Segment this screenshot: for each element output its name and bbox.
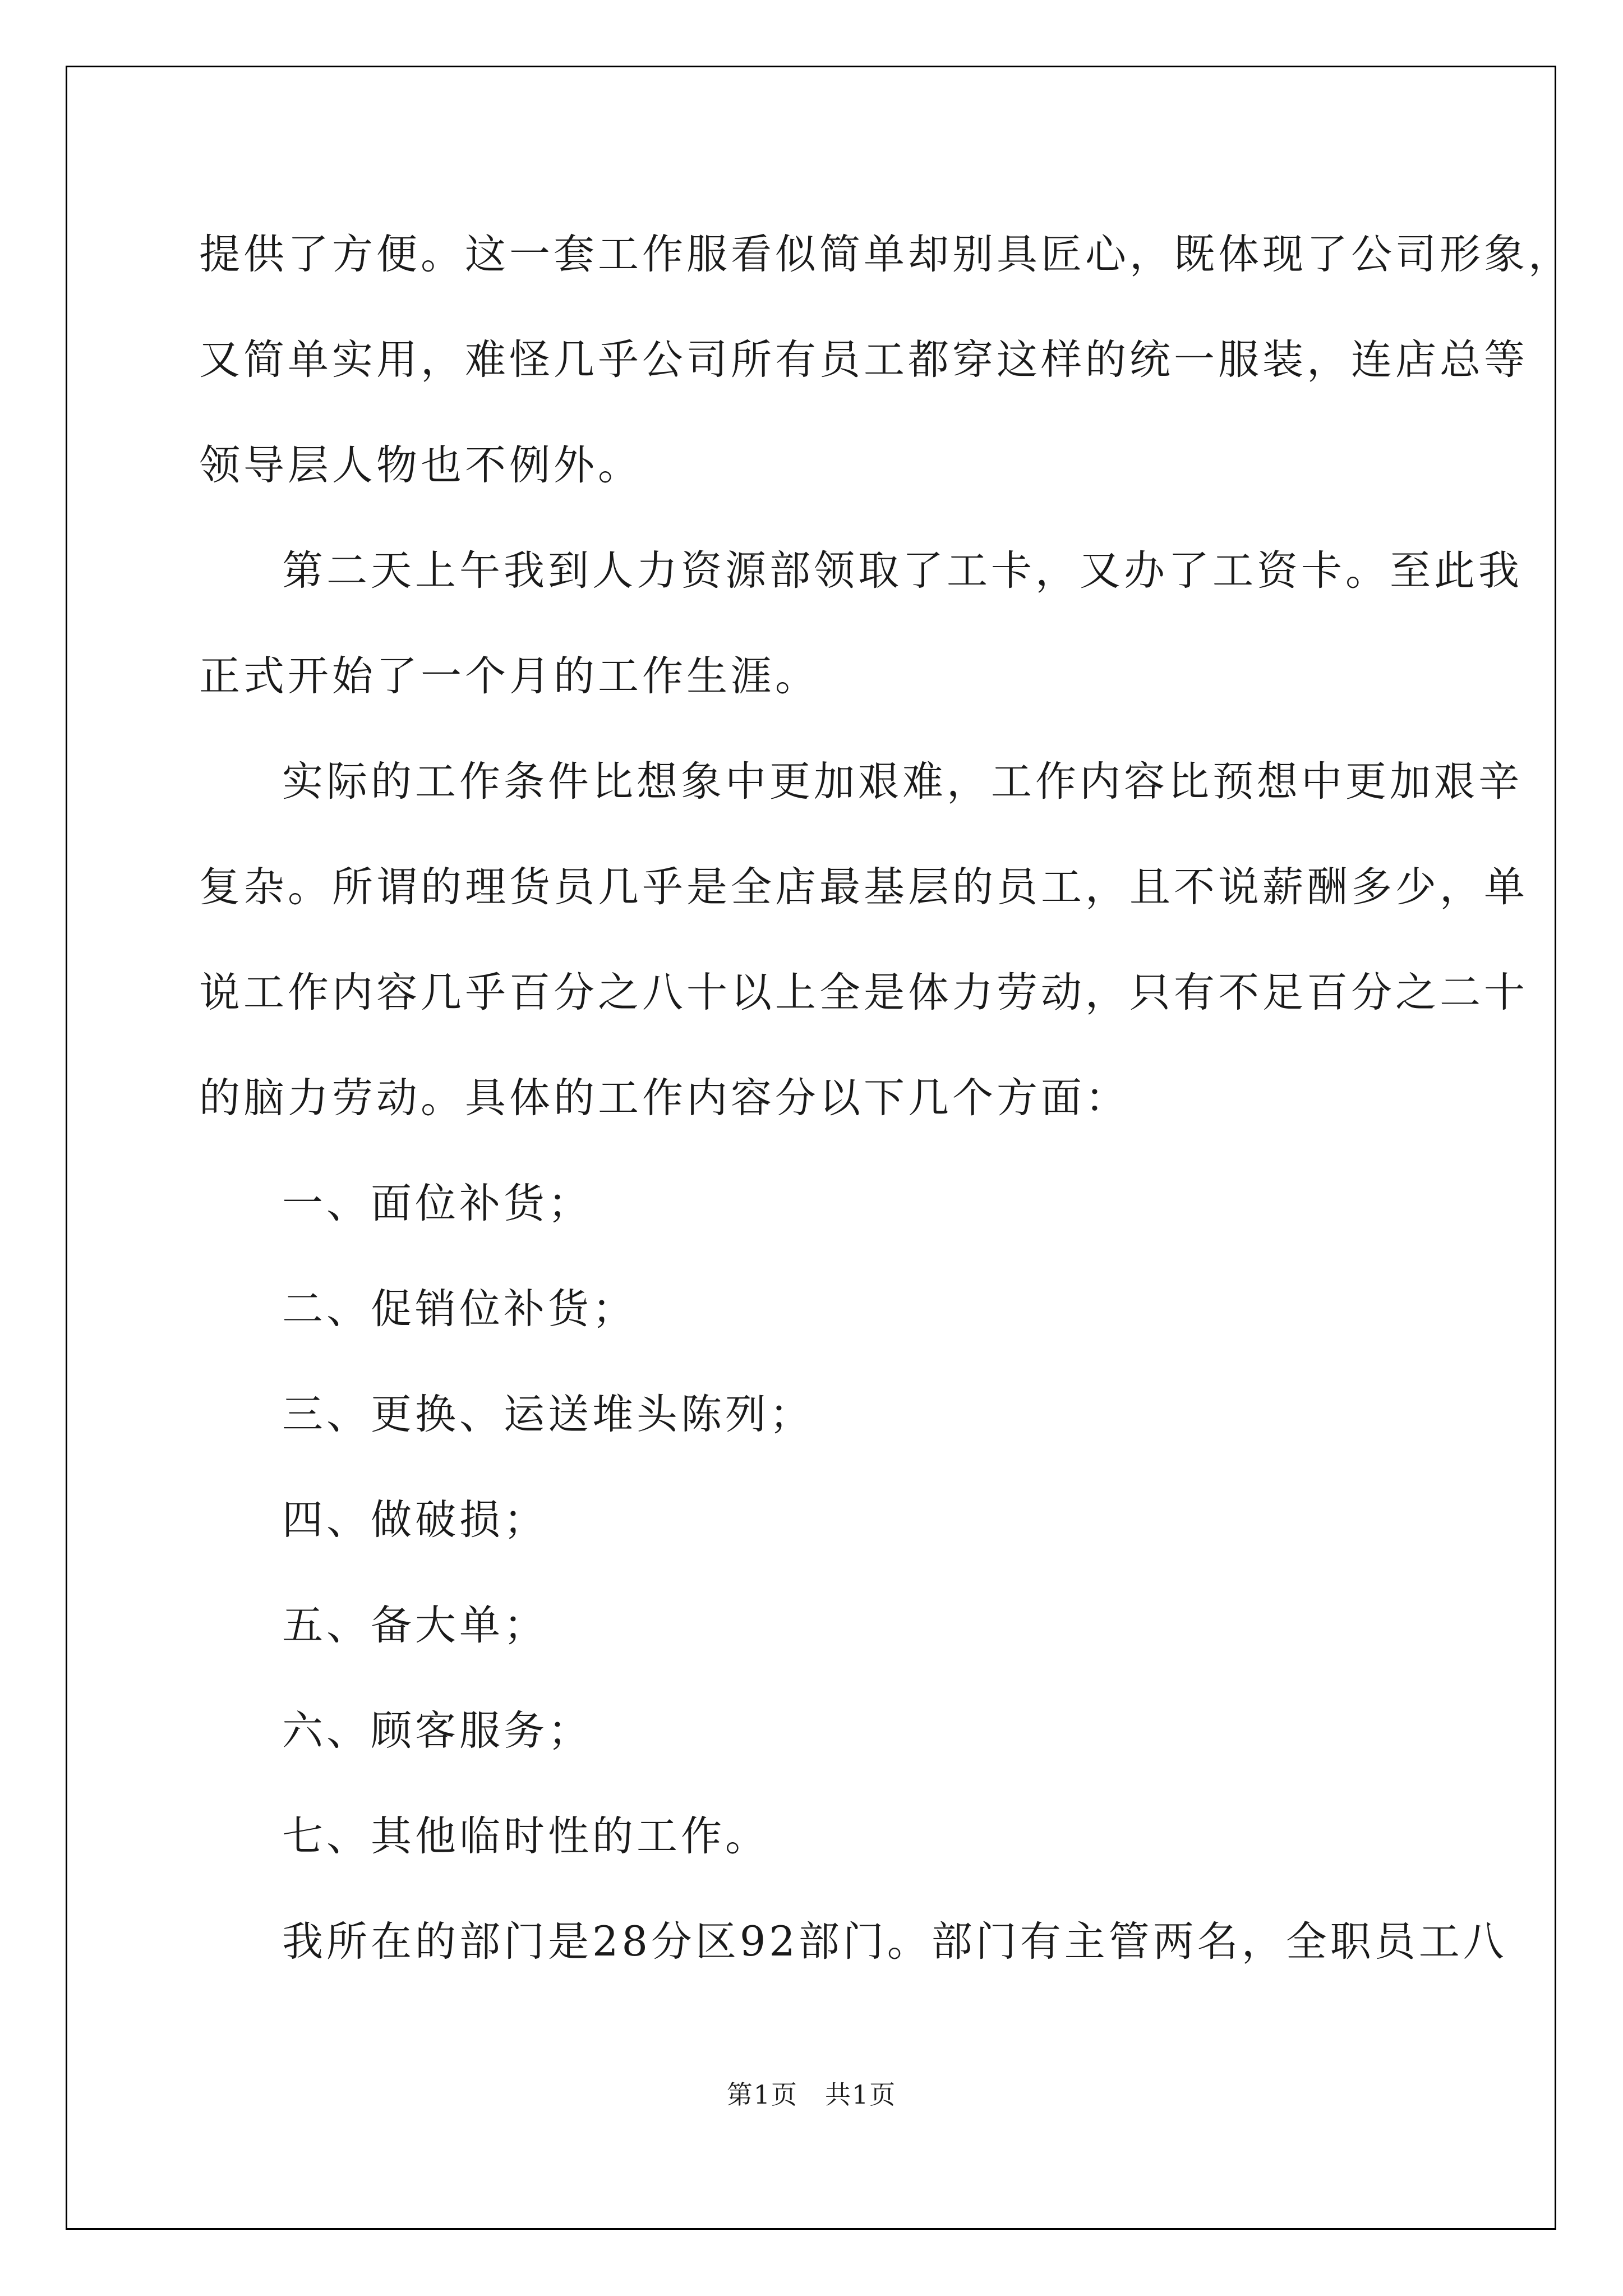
paragraph-start-line: 我所在的部门是28分区92部门。部门有主管两名，全职员工八 — [282, 1918, 1507, 1966]
text-line: 复杂。所谓的理货员几乎是全店最基层的员工，且不说薪酬多少，单 — [199, 863, 1528, 911]
list-item: 二、促销位补货； — [282, 1285, 637, 1333]
list-item: 四、做破损； — [282, 1496, 548, 1544]
text-line: 说工作内容几乎百分之八十以上全是体力劳动，只有不足百分之二十 — [199, 969, 1528, 1016]
paragraph-start-line: 实际的工作条件比想象中更加艰难，工作内容比预想中更加艰辛 — [282, 758, 1523, 806]
list-item: 一、面位补货； — [282, 1180, 592, 1227]
paragraph-start-line: 第二天上午我到人力资源部领取了工卡，又办了工资卡。至此我 — [282, 547, 1523, 595]
page-footer: 第1页 共1页 — [726, 2079, 897, 2110]
list-item: 六、顾客服务； — [282, 1707, 592, 1755]
text-line: 正式开始了一个月的工作生涯。 — [199, 652, 819, 700]
text-line: 提供了方便。这一套工作服看似简单却别具匠心，既体现了公司形象， — [199, 231, 1573, 278]
list-item: 七、其他临时性的工作。 — [282, 1812, 769, 1860]
text-line: 领导层人物也不例外。 — [199, 441, 642, 489]
document-body — [199, 202, 1573, 1995]
text-line: 的脑力劳动。具体的工作内容分以下几个方面： — [199, 1074, 1129, 1122]
list-item: 三、更换、运送堆头陈列； — [282, 1391, 814, 1438]
list-item: 五、备大单； — [282, 1602, 548, 1649]
text-line: 又简单实用，难怪几乎公司所有员工都穿这样的统一服装，连店总等 — [199, 336, 1528, 384]
